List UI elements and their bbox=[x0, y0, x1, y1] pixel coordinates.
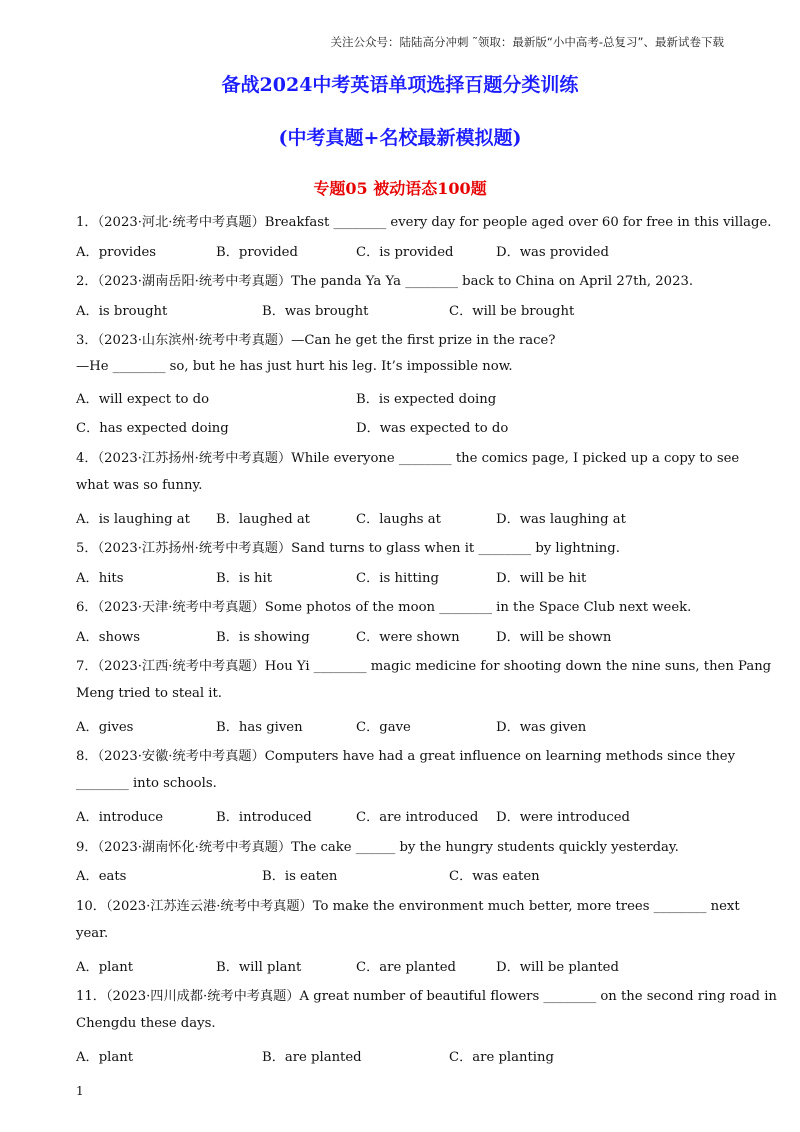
option: A．plant bbox=[76, 960, 134, 975]
option: A．plant bbox=[76, 1050, 134, 1065]
option: B．is expected doing bbox=[356, 392, 497, 407]
option: C．laughs at bbox=[356, 512, 441, 527]
option: B．has given bbox=[216, 720, 303, 735]
question-text: Meng tried to steal it. bbox=[76, 686, 222, 701]
question-text: 9．（2023·湖南怀化·统考中考真题）The cake ______ by the hungry students quickly yesterday. bbox=[76, 840, 679, 855]
option: A．will expect to do bbox=[76, 392, 210, 407]
option: C．will be brought bbox=[449, 304, 575, 319]
option: A．provides bbox=[76, 245, 157, 260]
option: C．are planting bbox=[449, 1050, 554, 1065]
question-text: ________ into schools. bbox=[76, 776, 217, 791]
page-title: 备战2024中考英语单项选择百题分类训练 bbox=[221, 74, 579, 96]
page-number: 1 bbox=[76, 1084, 84, 1098]
option: C．gave bbox=[356, 720, 411, 735]
option: D．was given bbox=[496, 720, 587, 735]
option: D．was laughing at bbox=[496, 512, 626, 527]
option: B．laughed at bbox=[216, 512, 310, 527]
question-text: year. bbox=[76, 926, 109, 941]
option: C．are planted bbox=[356, 960, 457, 975]
option: C．is provided bbox=[356, 245, 454, 260]
option: A．hits bbox=[76, 571, 124, 586]
page-subtitle: (中考真题+名校最新模拟题) bbox=[278, 127, 522, 149]
question-text: 11．（2023·四川成都·统考中考真题）A great number of beautiful flowers ________ on the second ring road in bbox=[76, 989, 777, 1004]
question-text: Chengdu these days. bbox=[76, 1016, 216, 1031]
option: D．will be planted bbox=[496, 960, 619, 975]
question-text: —He ________ so, but he has just hurt his leg. It’s impossible now. bbox=[76, 359, 513, 374]
option: A．eats bbox=[76, 869, 127, 884]
header-note: 关注公众号：陆陆高分冲刺 ˜领取：最新版“小中高考-总复习”、最新试卷下载 bbox=[330, 35, 724, 49]
question-text: 8．（2023·安徽·统考中考真题）Computers have had a great influence on learning methods since they bbox=[76, 749, 736, 764]
option: B．is eaten bbox=[262, 869, 338, 884]
option: A．is brought bbox=[76, 304, 168, 319]
option: D．were introduced bbox=[496, 810, 630, 825]
option: A．is laughing at bbox=[76, 512, 190, 527]
option: A．gives bbox=[76, 720, 134, 735]
option: B．introduced bbox=[216, 810, 312, 825]
option: B．will plant bbox=[216, 960, 302, 975]
option: D．will be shown bbox=[496, 630, 612, 645]
question-text: 2．（2023·湖南岳阳·统考中考真题）The panda Ya Ya ________ back to China on April 27th, 2023. bbox=[76, 274, 694, 289]
question-text: 3．（2023·山东滨州·统考中考真题）—Can he get the first prize in the race? bbox=[76, 333, 556, 348]
question-text: 1．（2023·河北·统考中考真题）Breakfast ________ every day for people aged over 60 for free in this village. bbox=[76, 215, 772, 230]
option: D．was provided bbox=[496, 245, 609, 260]
option: D．was expected to do bbox=[356, 421, 509, 436]
option: B．are planted bbox=[262, 1050, 362, 1065]
option: B．was brought bbox=[262, 304, 369, 319]
option: A．shows bbox=[76, 630, 140, 645]
question-text: what was so funny. bbox=[76, 478, 203, 493]
option: C．was eaten bbox=[449, 869, 540, 884]
question-text: 10．（2023·江苏连云港·统考中考真题）To make the environment much better, more trees ________ next bbox=[76, 899, 740, 914]
option: B．is hit bbox=[216, 571, 273, 586]
option: C．were shown bbox=[356, 630, 460, 645]
question-text: 6．（2023·天津·统考中考真题）Some photos of the moon ________ in the Space Club next week. bbox=[76, 600, 692, 615]
option: C．is hitting bbox=[356, 571, 439, 586]
option: C．has expected doing bbox=[76, 421, 229, 436]
option: B．provided bbox=[216, 245, 298, 260]
question-text: 5．（2023·江苏扬州·统考中考真题）Sand turns to glass when it ________ by lightning. bbox=[76, 541, 620, 556]
option: D．will be hit bbox=[496, 571, 587, 586]
question-text: 7．（2023·江西·统考中考真题）Hou Yi ________ magic medicine for shooting down the nine suns, then Pang bbox=[76, 659, 772, 674]
option: B．is showing bbox=[216, 630, 310, 645]
topic-heading: 专题05 被动语态100题 bbox=[313, 179, 487, 198]
option: A．introduce bbox=[76, 810, 164, 825]
question-text: 4．（2023·江苏扬州·统考中考真题）While everyone ________ the comics page, I picked up a copy to see bbox=[76, 451, 740, 466]
option: C．are introduced bbox=[356, 810, 479, 825]
